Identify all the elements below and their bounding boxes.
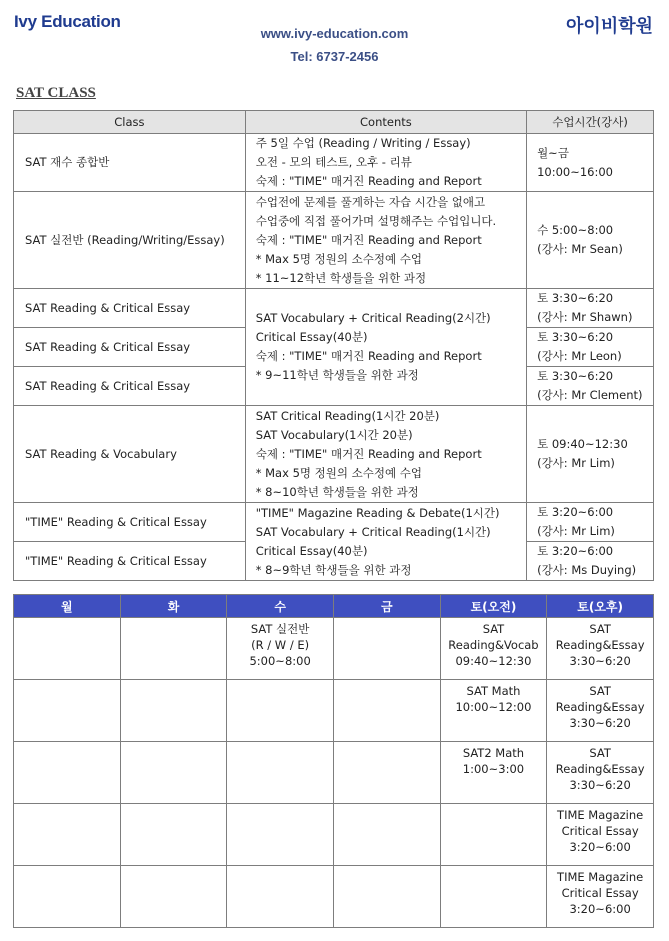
class-time: 월~금 10:00~16:00 xyxy=(527,134,654,192)
schedule-cell xyxy=(333,680,440,742)
day-header: 토(오전) xyxy=(440,595,547,618)
schedule-cell xyxy=(120,742,227,804)
schedule-cell xyxy=(120,680,227,742)
class-table-header xyxy=(14,111,654,134)
class-contents: 수업전에 문제를 풀게하는 자습 시간을 없애고 수업중에 직접 풀어가며 설명해주는 수업입니다. 숙제 : "TIME" 매거진 Reading and Report * Max 5명 정원의 소수정예 수업 * 11~12학년 학생들을 위한 과정 xyxy=(245,192,526,289)
schedule-cell xyxy=(14,866,121,928)
day-header: 금 xyxy=(333,595,440,618)
schedule-row xyxy=(14,742,654,804)
schedule-cell xyxy=(14,680,121,742)
website-text: www.ivy-education.com xyxy=(260,26,409,41)
day-header: 토(오후) xyxy=(547,595,654,618)
day-header: 월 xyxy=(14,595,121,618)
class-table xyxy=(13,110,654,581)
ivy-education-logo: Ivy Education xyxy=(14,12,121,31)
class-name: SAT Reading & Vocabulary xyxy=(14,406,246,503)
schedule-cell xyxy=(227,866,334,928)
class-time: 수 5:00~8:00 (강사: Mr Sean) xyxy=(527,192,654,289)
schedule-cell xyxy=(120,866,227,928)
schedule-cell xyxy=(14,804,121,866)
header-time: 수업시간(강사) xyxy=(527,111,654,134)
schedule-cell xyxy=(227,742,334,804)
class-contents: SAT Vocabulary + Critical Reading(2시간) Critical Essay(40분) 숙제 : "TIME" 매거진 Reading and Report * 9~11학년 학생들을 위한 과정 xyxy=(245,289,526,406)
schedule-cell xyxy=(14,742,121,804)
schedule-row xyxy=(14,618,654,680)
schedule-cell: SAT Reading&Vocab 09:40~12:30 xyxy=(440,618,547,680)
schedule-cell: SAT Math 10:00~12:00 xyxy=(440,680,547,742)
schedule-cell xyxy=(333,742,440,804)
schedule-header xyxy=(14,595,654,618)
header-class: Class xyxy=(14,111,246,134)
header-contents: Contents xyxy=(245,111,526,134)
schedule-cell: SAT 실전반 (R / W / E) 5:00~8:00 xyxy=(227,618,334,680)
schedule-row xyxy=(14,866,654,928)
day-header: 화 xyxy=(120,595,227,618)
schedule-cell: SAT2 Math 1:00~3:00 xyxy=(440,742,547,804)
class-row xyxy=(14,406,654,503)
class-name: "TIME" Reading & Critical Essay xyxy=(14,503,246,542)
schedule-cell xyxy=(440,866,547,928)
schedule-cell xyxy=(120,618,227,680)
schedule-cell xyxy=(120,804,227,866)
class-time: 토 3:20~6:00 (강사: Ms Duying) xyxy=(527,542,654,581)
class-time: 토 3:30~6:20 (강사: Mr Shawn) xyxy=(527,289,654,328)
schedule-cell xyxy=(333,804,440,866)
class-contents: SAT Critical Reading(1시간 20분) SAT Vocabulary(1시간 20분) 숙제 : "TIME" 매거진 Reading and Report * Max 5명 정원의 소수정예 수업 * 8~10학년 학생들을 위한 과정 xyxy=(245,406,526,503)
class-name: SAT Reading & Critical Essay xyxy=(14,289,246,328)
schedule-cell xyxy=(333,866,440,928)
class-time: 토 09:40~12:30 (강사: Mr Lim) xyxy=(527,406,654,503)
class-name: "TIME" Reading & Critical Essay xyxy=(14,542,246,581)
schedule-cell xyxy=(440,804,547,866)
phone-text: Tel: 6737-2456 xyxy=(290,49,379,64)
class-row xyxy=(14,503,654,542)
schedule-cell xyxy=(227,804,334,866)
section-title: SAT CLASS xyxy=(16,85,96,101)
class-row xyxy=(14,134,654,192)
class-name: SAT Reading & Critical Essay xyxy=(14,367,246,406)
class-time: 토 3:20~6:00 (강사: Mr Lim) xyxy=(527,503,654,542)
academy-logo: 아이비학원 xyxy=(566,16,653,37)
day-header: 수 xyxy=(227,595,334,618)
schedule-table xyxy=(13,594,654,928)
schedule-cell: SAT Reading&Essay 3:30~6:20 xyxy=(547,618,654,680)
schedule-cell: TIME Magazine Critical Essay 3:20~6:00 xyxy=(547,804,654,866)
schedule-cell: SAT Reading&Essay 3:30~6:20 xyxy=(547,680,654,742)
schedule-cell: SAT Reading&Essay 3:30~6:20 xyxy=(547,742,654,804)
schedule-cell xyxy=(14,618,121,680)
class-name: SAT Reading & Critical Essay xyxy=(14,328,246,367)
schedule-cell xyxy=(227,680,334,742)
class-contents: "TIME" Magazine Reading & Debate(1시간) SAT Vocabulary + Critical Reading(1시간) Critical Essay(40분) * 8~9학년 학생들을 위한 과정 xyxy=(245,503,526,581)
class-name: SAT 재수 종합반 xyxy=(14,134,246,192)
schedule-cell: TIME Magazine Critical Essay 3:20~6:00 xyxy=(547,866,654,928)
class-row xyxy=(14,192,654,289)
class-time: 토 3:30~6:20 (강사: Mr Leon) xyxy=(527,328,654,367)
class-time: 토 3:30~6:20 (강사: Mr Clement) xyxy=(527,367,654,406)
schedule-row xyxy=(14,680,654,742)
schedule-row xyxy=(14,804,654,866)
class-contents: 주 5일 수업 (Reading / Writing / Essay) 오전 - 모의 테스트, 오후 - 리뷰 숙제 : "TIME" 매거진 Reading and Report xyxy=(245,134,526,192)
schedule-cell xyxy=(333,618,440,680)
class-name: SAT 실전반 (Reading/Writing/Essay) xyxy=(14,192,246,289)
class-row xyxy=(14,289,654,328)
